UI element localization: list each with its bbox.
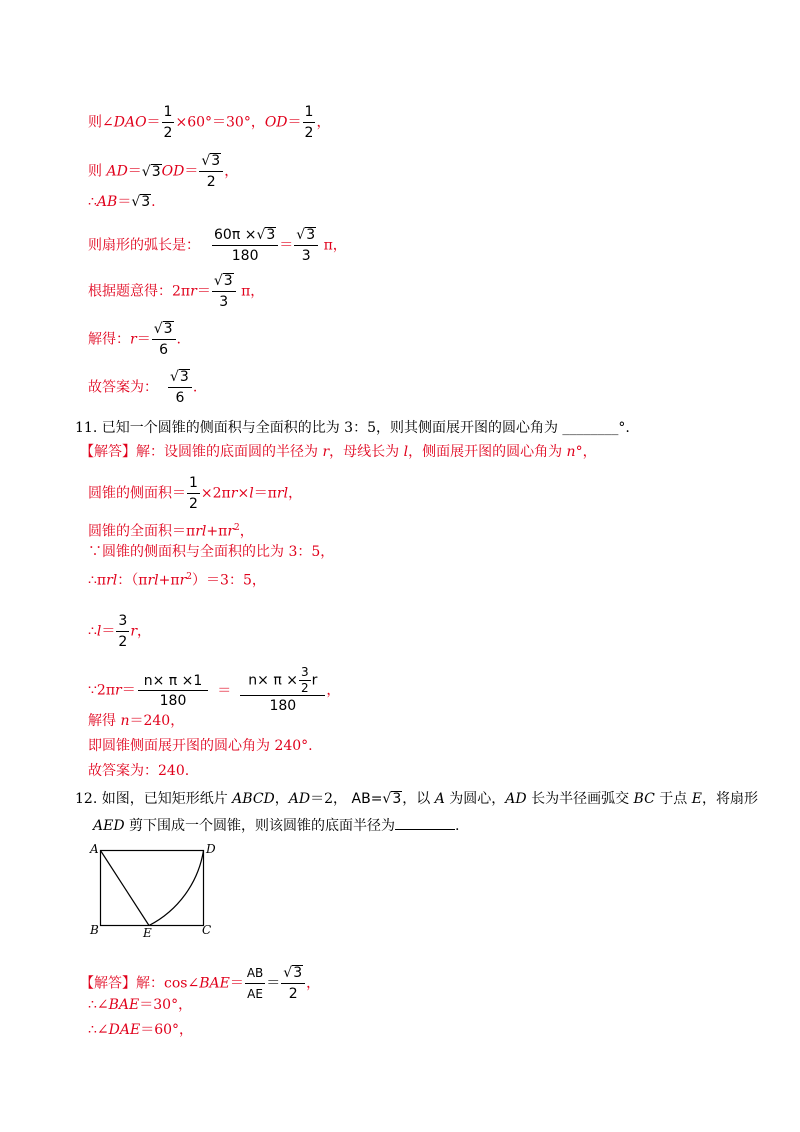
radicand: 3	[293, 965, 303, 981]
text: ，	[137, 623, 152, 640]
fraction-one-half	[303, 103, 316, 142]
numerator: √3	[212, 272, 236, 292]
radicand: 3	[306, 227, 316, 243]
text: 圆锥的全面积＝π	[88, 523, 196, 540]
text: ＝	[287, 114, 302, 131]
numerator: √3	[168, 368, 192, 388]
denominator: 3	[219, 294, 229, 310]
q11-solution-line-conclusion	[88, 737, 313, 755]
fraction-sqrt3-over-6	[168, 368, 192, 407]
text: AD	[106, 163, 128, 180]
text: ×2π	[200, 485, 231, 502]
text: 则∠	[88, 114, 114, 131]
text: ＝	[136, 331, 151, 348]
text: r	[227, 523, 235, 540]
q12-solution-line-angle-bae	[88, 996, 192, 1014]
text: 圆锥的侧面积＝	[88, 485, 186, 502]
text: ＝	[229, 975, 244, 992]
text: DAE	[108, 1022, 141, 1038]
solution-line-r	[88, 320, 181, 359]
fraction-arc-length	[212, 226, 278, 265]
radicand: 3	[141, 194, 151, 210]
text: ∴	[88, 194, 97, 210]
text: ，母线长为	[329, 444, 404, 460]
question-11-stem	[75, 419, 630, 437]
arc-de	[149, 851, 204, 926]
text: ＝2，	[310, 791, 348, 807]
fraction-three-half	[116, 612, 129, 651]
text: +π	[206, 523, 228, 540]
fraction-sqrt3-over-3	[212, 272, 236, 311]
denominator: 6	[175, 390, 185, 406]
text: E	[691, 791, 702, 807]
text: ，	[288, 485, 303, 502]
text: 故答案为：240.	[88, 763, 190, 779]
text: ，侧面展开图的圆心角为	[408, 444, 567, 460]
text: ∴	[88, 623, 97, 640]
text: ＝	[127, 163, 142, 180]
text: 则扇形的弧长是：	[88, 237, 200, 254]
denominator: 3	[301, 248, 311, 264]
text: ＝	[184, 163, 199, 180]
q12-solution-line-angle-dae	[88, 1021, 193, 1039]
numerator: 60π ×√3	[212, 226, 278, 246]
text: ，	[326, 682, 341, 699]
text: 如图，已知矩形纸片	[101, 791, 233, 807]
fraction-one-half	[162, 103, 175, 142]
text: ∴∠	[88, 997, 109, 1013]
text: ＝	[279, 237, 294, 254]
text: +π	[158, 572, 180, 589]
text: ＝	[117, 194, 132, 210]
fraction-three-half	[299, 666, 311, 695]
text: ）＝3：5，	[192, 572, 266, 589]
text: ＝240，	[129, 713, 185, 729]
fraction-arc-right	[240, 666, 325, 715]
text: n	[566, 444, 576, 460]
text: π，	[236, 283, 265, 300]
text: r	[130, 331, 137, 348]
label-c: C	[202, 923, 212, 937]
text: BC	[633, 791, 655, 807]
text: ，	[316, 114, 331, 131]
label-a: A	[90, 842, 99, 856]
answer-tag: 【解答】	[80, 975, 136, 992]
text: ＝30°，	[139, 997, 193, 1013]
question-number: 12.	[75, 791, 98, 807]
denominator: 2	[118, 634, 128, 650]
radicand: 3	[163, 321, 173, 337]
radicand: 3	[179, 369, 189, 385]
text: DAO	[113, 114, 147, 131]
text: 解得	[88, 713, 121, 729]
text: AED	[93, 818, 125, 834]
solution-line-ad	[88, 152, 238, 191]
text: ，将扇形	[701, 791, 758, 807]
sqrt-three: √3	[141, 163, 161, 180]
fraction-ab-over-ae	[245, 964, 265, 1003]
text: n	[120, 713, 130, 729]
text: AB	[96, 194, 118, 210]
text: 根据题意得：2π	[88, 283, 191, 300]
fraction-sqrt3-over-3	[294, 226, 318, 265]
numerator: √3	[294, 226, 318, 246]
text: °，	[575, 444, 597, 460]
text: n× π ×	[248, 672, 298, 689]
numerator: 3	[300, 665, 309, 679]
fraction-sqrt3-over-2	[199, 152, 223, 191]
text: ∵圆锥的侧面积与全面积的比为 3：5，	[88, 544, 335, 560]
text: ∴π	[88, 572, 107, 589]
text: ，	[239, 523, 254, 540]
text: r	[115, 682, 122, 699]
text: ，以	[402, 791, 435, 807]
answer-tag: 【解答】	[80, 444, 136, 460]
text: BAE	[108, 997, 140, 1013]
text: ∴∠	[88, 1022, 109, 1038]
text: 则	[88, 163, 107, 180]
radicand: 3	[211, 153, 221, 169]
text: 为圆心，	[444, 791, 506, 807]
fraction-arc-left	[138, 672, 209, 710]
answer-blank	[395, 815, 455, 830]
fraction-one-half	[187, 474, 200, 513]
q11-solution-line-n	[88, 712, 184, 730]
q11-solution-line-ratio	[88, 543, 334, 561]
numerator	[240, 666, 325, 696]
text: 即圆锥侧面展开图的圆心角为 240°.	[88, 738, 313, 754]
text: ＝	[266, 975, 281, 992]
text: l	[96, 623, 102, 640]
text: ＝	[101, 623, 116, 640]
text: r	[179, 572, 187, 589]
denominator: 2	[163, 125, 173, 141]
numerator: 1	[303, 103, 316, 123]
text: 剪下围成一个圆锥，则该圆锥的底面半径为	[124, 818, 396, 834]
rectangle-figure	[88, 840, 218, 940]
text: 60π ×	[214, 227, 257, 243]
text: rl	[276, 485, 289, 502]
sqrt-three: √3	[382, 791, 402, 807]
q11-solution-line-lateral-area	[88, 474, 302, 513]
exponent: 2	[234, 523, 240, 533]
text: ，	[224, 163, 239, 180]
solution-line-answer	[88, 368, 197, 407]
radicand: 3	[392, 791, 402, 807]
numerator: 1	[187, 474, 200, 494]
text: π，	[319, 237, 347, 254]
text: OD	[264, 114, 288, 131]
text: rl	[147, 572, 159, 589]
q11-solution-line-1	[80, 443, 597, 461]
text: BAE	[199, 975, 230, 992]
text: AD	[505, 791, 527, 807]
fraction-sqrt3-over-2	[281, 964, 305, 1003]
question-text: 已知一个圆锥的侧面积与全面积的比为 3：5，则其侧面展开图的圆心角为 ________°.	[101, 420, 630, 436]
text: .	[455, 818, 460, 834]
question-12-stem-line-1	[75, 790, 758, 808]
text: r	[130, 623, 138, 640]
radicand: 3	[266, 227, 276, 243]
sqrt-three: √3	[131, 194, 151, 210]
question-number: 11.	[75, 420, 98, 436]
exponent: 2	[186, 572, 193, 582]
denominator: 180	[269, 698, 297, 714]
text: AD	[288, 791, 311, 807]
radicand: 3	[223, 273, 233, 289]
label-e: E	[143, 926, 152, 940]
text: l	[403, 444, 409, 460]
text: =	[370, 791, 383, 807]
radicand: 3	[151, 163, 161, 180]
solution-line-ab	[88, 193, 156, 211]
text: A	[434, 791, 445, 807]
segment-ae	[101, 851, 150, 926]
text: ＝	[196, 283, 211, 300]
text: ABCD	[232, 791, 275, 807]
text: ＝π	[253, 485, 277, 502]
numerator: √3	[281, 964, 305, 984]
text: rl	[106, 572, 118, 589]
denominator: 180	[231, 248, 259, 264]
question-12-stem-line-2	[93, 815, 459, 835]
text: 长为半径画弧交	[526, 791, 634, 807]
text: ＝	[217, 682, 232, 699]
label-d: D	[206, 842, 216, 856]
solution-line-equation	[88, 272, 264, 311]
text: ＝60°，	[140, 1022, 194, 1038]
q11-solution-line-total-area	[88, 519, 254, 541]
q11-solution-line-answer	[88, 762, 189, 780]
label-b: B	[90, 923, 99, 937]
denominator: 2	[304, 125, 314, 141]
text: ，	[306, 975, 321, 992]
text: r	[230, 485, 238, 502]
denominator: 2	[189, 496, 198, 512]
text: .	[176, 331, 181, 348]
rectangle-abcd	[101, 851, 204, 926]
text: r	[311, 672, 318, 689]
text: 故答案为：	[88, 379, 158, 396]
denominator: AE	[247, 987, 263, 1001]
numerator: 3	[116, 612, 129, 632]
denominator: 2	[288, 986, 298, 1002]
fraction-sqrt3-over-6	[152, 320, 176, 359]
numerator: n× π ×1	[138, 672, 209, 691]
text: ：（π	[117, 572, 148, 589]
text: 解得：	[88, 331, 130, 348]
text: 于点	[654, 791, 692, 807]
solution-line-arc-length	[88, 226, 347, 265]
text: ∵2π	[88, 682, 116, 699]
text: ＝	[121, 682, 136, 699]
text: ，	[274, 791, 289, 807]
text: ×60°＝30°，	[175, 114, 265, 131]
denominator: 2	[300, 681, 309, 695]
text: rl	[195, 523, 207, 540]
text: 解：cos∠	[136, 975, 200, 992]
text: 解：设圆锥的底面圆的半径为	[136, 444, 323, 460]
numerator: √3	[199, 152, 223, 172]
text: ＝	[146, 114, 161, 131]
denominator: 6	[159, 342, 169, 358]
text: l	[249, 485, 254, 502]
numerator: √3	[152, 320, 176, 340]
q11-solution-line-l	[88, 612, 151, 651]
text: r	[190, 283, 197, 300]
text: r	[322, 444, 330, 460]
text: .	[151, 194, 156, 210]
text: AB	[351, 791, 371, 807]
text: OD	[161, 163, 185, 180]
numerator: AB	[245, 964, 265, 984]
text: .	[192, 379, 198, 396]
q11-solution-line-arc-equation	[88, 666, 340, 715]
denominator: 180	[159, 692, 187, 709]
q11-solution-line-ratio-equation	[88, 568, 266, 590]
numerator: 1	[162, 103, 175, 123]
solution-line-angle-dao	[88, 103, 330, 142]
text: ×	[237, 485, 250, 502]
denominator: 2	[206, 174, 216, 190]
